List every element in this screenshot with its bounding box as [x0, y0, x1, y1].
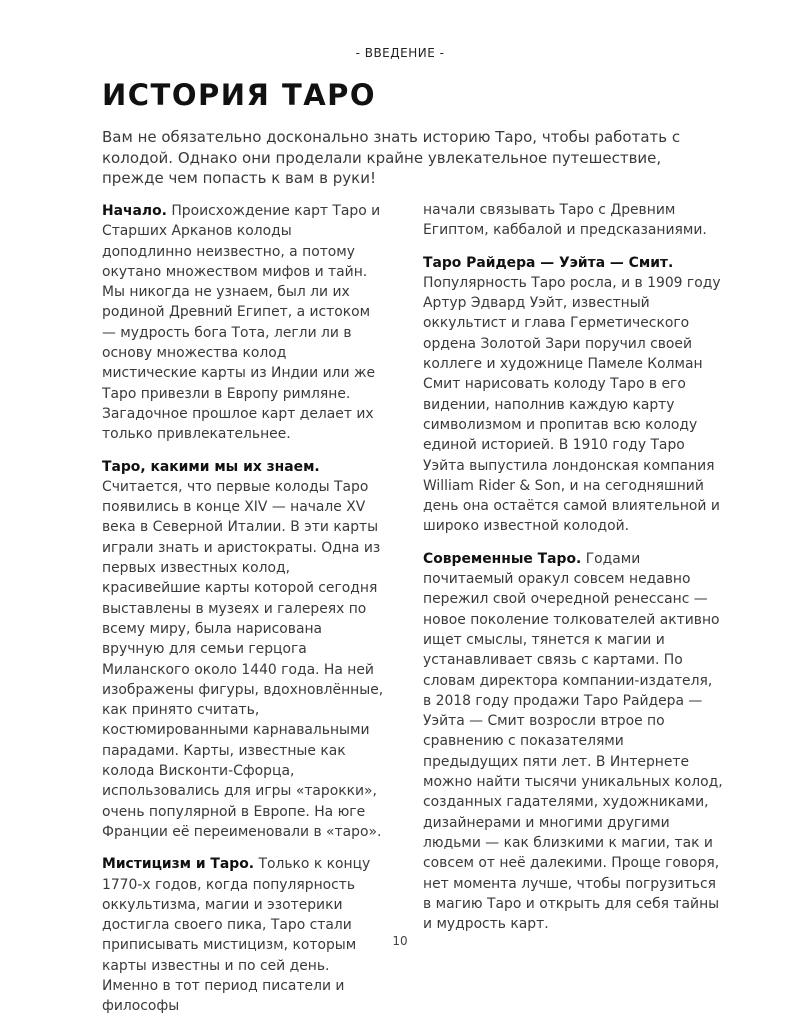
paragraph-beginning — [102, 201, 384, 445]
paragraph-lead: Начало. — [102, 203, 167, 219]
paragraph-text: Годами почитаемый оракул совсем недавно пережил свой очередной ренессанс — новое поколение толкователей активно ищет смыслы, тянется к магии и устанавливает связь с картами. По словам директора компании-издателя, в 2018 году продажи Таро Райдера — Уэйта — Смит возросли втрое по сравнению с показателями предыдущих пяти лет. В Интернете можно найти тысячи уникальных колод, созданных гадателями, художниками, дизайнерами и многими другими людьми — как близкими к магии, так и совсем от неё далекими. Проще говоря, нет момента лучше, чтобы погрузиться в магию Таро и открыть для себя тайны и мудрость карт. — [423, 550, 723, 933]
paragraph-lead: Таро, какими мы их знаем. — [102, 458, 320, 475]
paragraph-text: Считается, что первые колоды Таро появились в конце XIV — начале XV века в Северной Италии. В эти карты играли знать и аристократы. Одна из первых известных колод, красивейшие карты которой сегодня выставлены в музеях и галереях по всему миру, была нарисована вручную для семьи герцога Миланского около 1440 года. На ней изображены фигуры, вдохновлённые, как принято считать, костюмированными карнавальными парадами. Карты, известные как колода Висконти-Сфорца, использовались для игры «тарокки», очень популярной в Европе. На юге Франции её переименовали в «таро». — [102, 478, 384, 840]
paragraph-rider-waite-smith — [423, 253, 723, 537]
paragraph-continuation — [423, 200, 723, 241]
left-column — [102, 201, 384, 1029]
paragraph-modern-tarot — [423, 549, 723, 935]
paragraph-text: Популярность Таро росла, и в 1909 году Артур Эдвард Уэйт, известный оккультист и глава Герметического ордена Золотой Зари поручил своей коллеге и художнице Памеле Колман Смит нарисовать колоду Таро в его видении, наполнив каждую карту символизмом и пропитав всю колоду единой историей. В 1910 году Таро Уэйта выпустила лондонская компания William Rider & Son, и на сегодняшний день она остаётся самой влиятельной и широко известной колодой. — [423, 274, 721, 535]
paragraph-lead: Мистицизм и Таро. — [102, 856, 255, 873]
page-number: 10 — [392, 934, 408, 948]
running-header: - ВВЕДЕНИЕ - — [355, 46, 445, 60]
paragraph-lead: Таро Райдера — Уэйта — Смит. — [423, 254, 674, 271]
right-column — [423, 200, 723, 946]
paragraph-text: Происхождение карт Таро и Старших Арканов колоды доподлинно неизвестно, а потому окутано множеством мифов и тайн. Мы никогда не узнаем, был ли их родиной Древний Египет, а истоком — мудрость бога Тота, легли ли в основу множества колод мистические карты из Индии или же Таро привезли в Европу римляне. Загадочное прошлое карт делает их только привлекательнее. — [102, 203, 381, 443]
intro-paragraph: Вам не обязательно досконально знать историю Таро, чтобы работать с колодой. Однако они проделали крайне увлекательное путешествие, прежде чем попасть к вам в руки! — [102, 128, 681, 188]
paragraph-text: начали связывать Таро с Древним Египтом, каббалой и предсказаниями. — [423, 202, 707, 239]
page-title: ИСТОРИЯ ТАРО — [102, 78, 377, 112]
paragraph-lead: Современные Таро. — [423, 550, 582, 567]
paragraph-text: Только к концу 1770-х годов, когда популярность оккультизма, магии и эзотерики достигла своего пика, Таро стали приписывать мистицизм, которым карты известны и по сей день. Именно в тот период писатели и философы — [102, 856, 371, 1015]
paragraph-tarot-as-we-know — [102, 457, 384, 843]
